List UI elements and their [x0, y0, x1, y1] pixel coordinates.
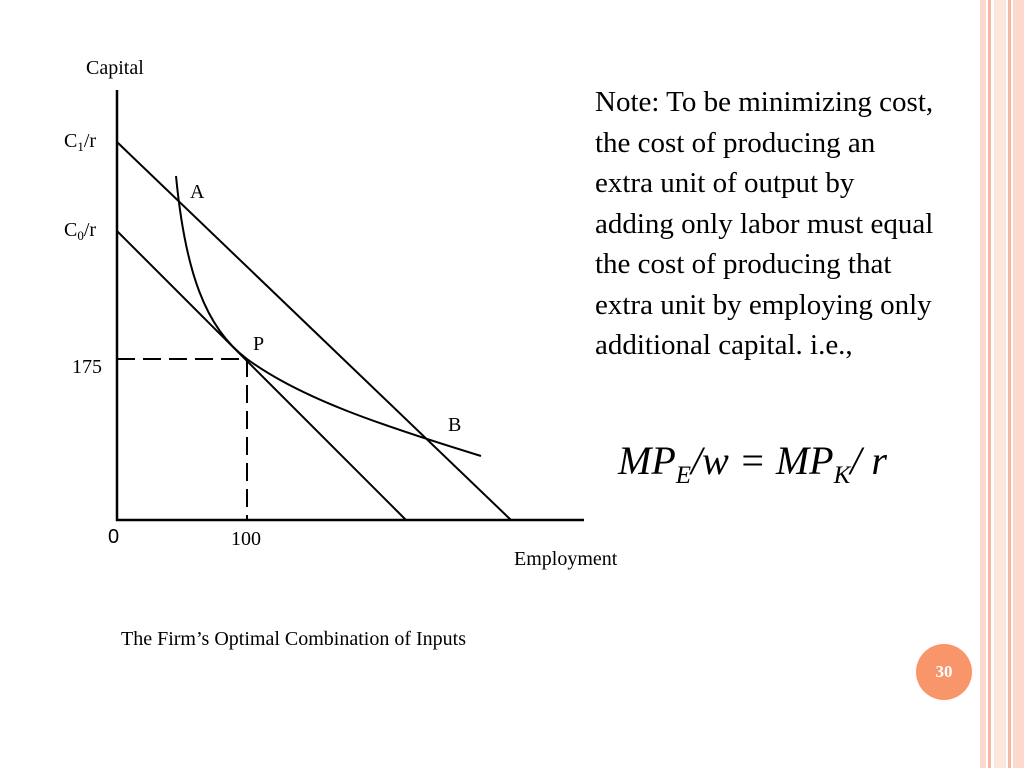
isocost-line-c0 — [117, 231, 406, 520]
isocost-line-c1 — [117, 142, 511, 520]
origin-label: 0 — [108, 526, 120, 548]
cost-minimization-formula: $MP_E/w = MP_K/$ r — [618, 438, 887, 489]
y-axis-label: Capital — [86, 57, 144, 79]
diagram-caption: The Firm’s Optimal Combination of Inputs — [121, 628, 466, 650]
point-p-label: P — [253, 333, 265, 355]
employment-value-label: 100 — [231, 528, 261, 550]
isocost-low-label: $C_0/r$ — [64, 219, 97, 243]
x-axis-label: Employment — [514, 548, 618, 570]
point-a-label: A — [190, 181, 205, 203]
capital-value-label: 175 — [72, 356, 102, 378]
point-b-label: B — [448, 414, 462, 436]
isocost-high-label: $C_1/r$ — [64, 130, 97, 154]
note-text: Note: To be minimizing cost, the cost of producing an extra unit of output by adding only labor must equal the cost of producing that extra unit by employing only additional capital. i.e., — [595, 86, 934, 361]
page-number-badge: 30 — [916, 644, 972, 700]
decorative-stripes — [980, 0, 1024, 768]
isoquant-curve — [176, 176, 481, 456]
